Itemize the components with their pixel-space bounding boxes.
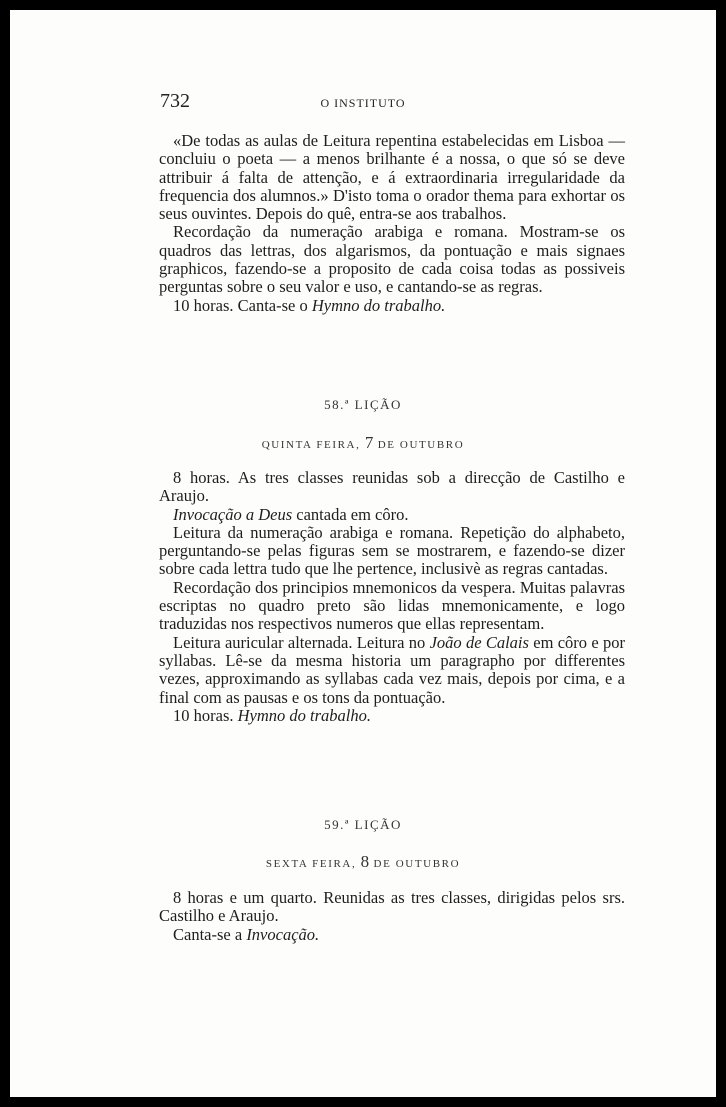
paragraph (159, 297, 625, 315)
page-number: 732 (160, 90, 190, 112)
text-italic: Hymno do trabalho. (311, 295, 446, 315)
lesson-date (10, 433, 716, 453)
text-block-intro (159, 132, 625, 315)
text-plain: Leitura auricular alternada. Leitura no (173, 632, 430, 652)
paragraph: Recordação dos principios mnemonicos da vespera. Muitas palavras escriptas no quadro preto são lidas mnemonicamente, e logo traduzidas nos respectivos numeros que ellas representam. (159, 577, 625, 634)
text-italic: João de Calais (429, 632, 529, 652)
paragraph: 8 horas e um quarto. Reunidas as tres classes, dirigidas pelos srs. Castilho e Araujo. (159, 888, 625, 926)
paragraph: Leitura da numeração arabiga e romana. Repetição do alphabeto, perguntando-se pelas figuras sem se mostrarem, e fazendo-se dizer sobre cada lettra tudo que lhe pertence, inclusivè as regras cantadas. (159, 522, 625, 579)
paragraph: Recordação da numeração arabiga e romana. Mostram-se os quadros das lettras, dos algarismos, da pontuação e mais signaes graphicos, fazendo-se a proposito de cada coisa todas as possiveis perguntas sobre o seu valor e uso, e cantando-se as regras. (159, 222, 625, 297)
text-plain: cantada em côro. (292, 504, 409, 524)
text-block-lesson-59 (159, 889, 625, 944)
paragraph (159, 506, 625, 524)
paragraph (159, 926, 625, 944)
lesson-day: SEXTA FEIRA, (265, 858, 357, 870)
lesson-day: QUINTA FEIRA, (261, 439, 361, 451)
lesson-date-number: 7 (364, 433, 374, 452)
lesson-month: DE OUTUBRO (373, 858, 461, 870)
lesson-heading: 59.ª LIÇÃO (324, 817, 402, 832)
lesson-date-number: 8 (360, 852, 370, 871)
paragraph: «De todas as aulas de Leitura repentina estabelecidas em Lisboa — concluiu o poeta — a menos brilhante é a nossa, o que só se deve attribuir á falta de attenção, e á extraordinaria irregularidade da frequencia dos alumnos.» D'isto toma o orador thema para exhortar os seus ouvintes. Depois do quê, entra-se aos trabalhos. (159, 131, 625, 224)
lesson-heading: 58.ª LIÇÃO (324, 397, 402, 412)
text-italic: Hymno do trabalho. (237, 705, 371, 725)
text-block-lesson-58 (159, 469, 625, 725)
book-page (10, 10, 716, 1097)
text-italic: Invocação. (246, 924, 320, 944)
text-italic: Invocação a Deus (173, 504, 293, 524)
paragraph (159, 634, 625, 707)
text-plain: Canta-se a (173, 924, 247, 944)
text-plain: 10 horas. Canta-se o (173, 295, 312, 315)
paragraph: 8 horas. As tres classes reunidas sob a direcção de Castilho e Araujo. (159, 468, 625, 506)
text-plain: em côro e por syllabas. Lê-se da mesma historia um paragrapho por differentes vezes, approximando as syllabas cada vez mais, depois por cima, e a final com as pausas e os tons da pontuação. (159, 632, 625, 707)
running-title: O INSTITUTO (320, 96, 406, 110)
paragraph (159, 707, 625, 725)
lesson-month: DE OUTUBRO (377, 439, 465, 451)
lesson-date (10, 852, 716, 872)
text-plain: 10 horas. (173, 705, 238, 725)
page-header (10, 90, 716, 116)
